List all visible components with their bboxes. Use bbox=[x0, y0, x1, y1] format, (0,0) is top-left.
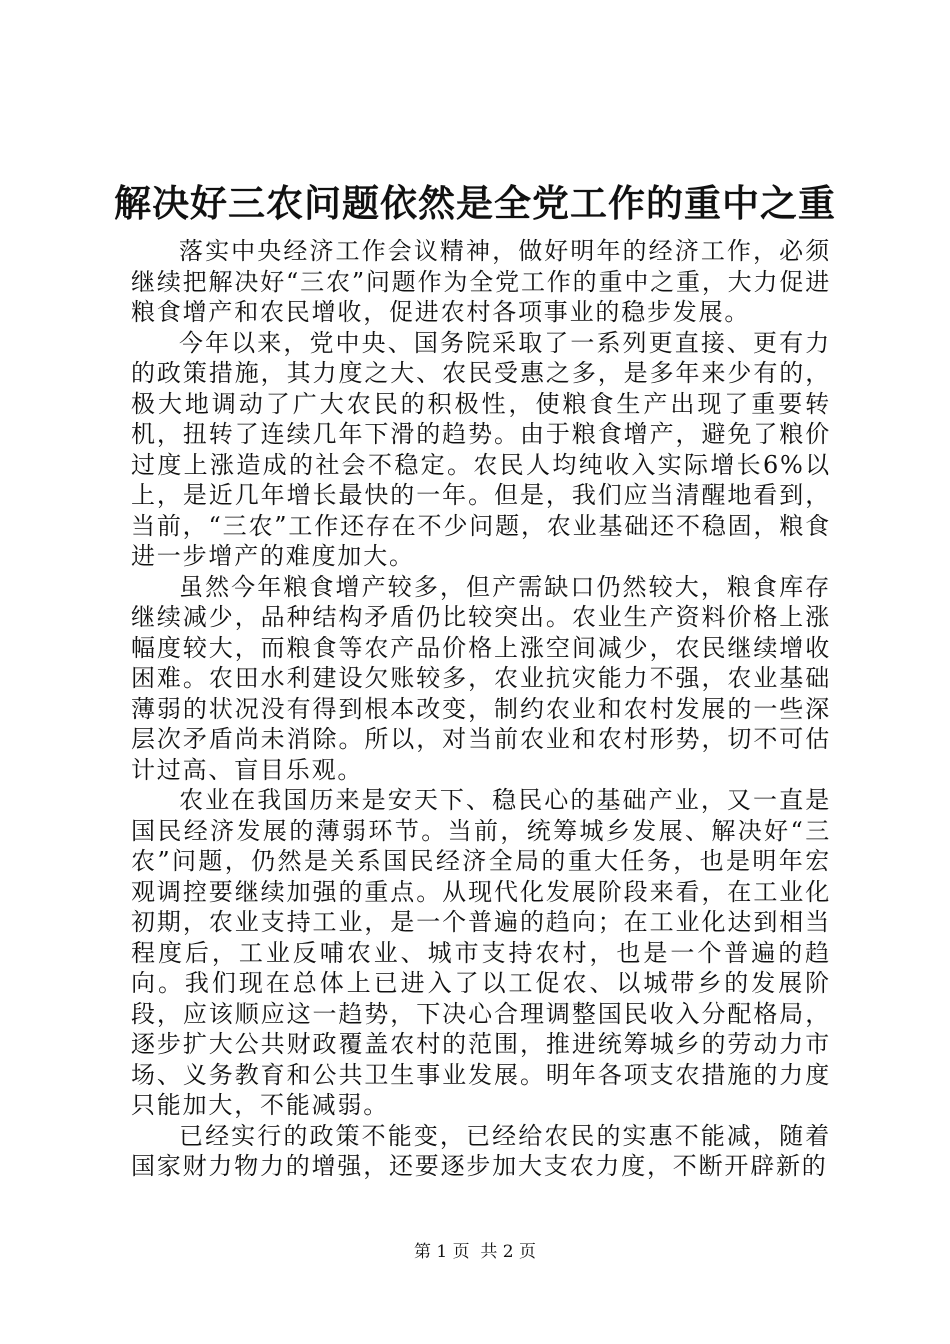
paragraph-2: 今年以来，党中央、国务院采取了一系列更直接、更有力的政策措施，其力度之大、农民受惠之多，是多年来少有的，极大地调动了广大农民的积极性，使粮食生产出现了重要转机，扭转了连续几年下滑的趋势。由于粮食增产，避免了粮价过度上涨造成的社会不稳定。农民人均纯收入实际增长6%以上，是近几年增长最快的一年。但是，我们应当清醒地看到，当前，“三农”工作还存在不少问题，农业基础还不稳固，粮食进一步增产的难度加大。 bbox=[131, 328, 831, 570]
document-body bbox=[131, 236, 831, 1182]
page-number-label: 第 1 页 共 2 页 bbox=[413, 1242, 537, 1262]
page-title: 解决好三农问题依然是全党工作的重中之重 bbox=[114, 181, 836, 225]
page-footer bbox=[0, 1240, 950, 1264]
paragraph-5: 已经实行的政策不能变，已经给农民的实惠不能减，随着国家财力物力的增强，还要逐步加大支农力度，不断开辟新的 bbox=[131, 1121, 831, 1180]
paragraph-1: 落实中央经济工作会议精神，做好明年的经济工作，必须继续把解决好“三农”问题作为全党工作的重中之重，大力促进粮食增产和农民增收，促进农村各项事业的稳步发展。 bbox=[131, 237, 831, 326]
paragraph-3: 虽然今年粮食增产较多，但产需缺口仍然较大，粮食库存继续减少，品种结构矛盾仍比较突出。农业生产资料价格上涨幅度较大，而粮食等农产品价格上涨空间减少，农民继续增收困难。农田水利建设欠账较多，农业抗灾能力不强，农业基础薄弱的状况没有得到根本改变，制约农业和农村发展的一些深层次矛盾尚未消除。所以，对当前农业和农村形势，切不可估计过高、盲目乐观。 bbox=[131, 572, 831, 784]
paragraph-4: 农业在我国历来是安天下、稳民心的基础产业，又一直是国民经济发展的薄弱环节。当前，统筹城乡发展、解决好“三农”问题，仍然是关系国民经济全局的重大任务，也是明年宏观调控要继续加强的重点。从现代化发展阶段来看，在工业化初期，农业支持工业，是一个普遍的趋向；在工业化达到相当程度后，工业反哺农业、城市支持农村，也是一个普遍的趋向。我们现在总体上已进入了以工促农、以城带乡的发展阶段，应该顺应这一趋势，下决心合理调整国民收入分配格局，逐步扩大公共财政覆盖农村的范围，推进统筹城乡的劳动力市场、义务教育和公共卫生事业发展。明年各项支农措施的力度只能加大，不能减弱。 bbox=[131, 786, 831, 1119]
